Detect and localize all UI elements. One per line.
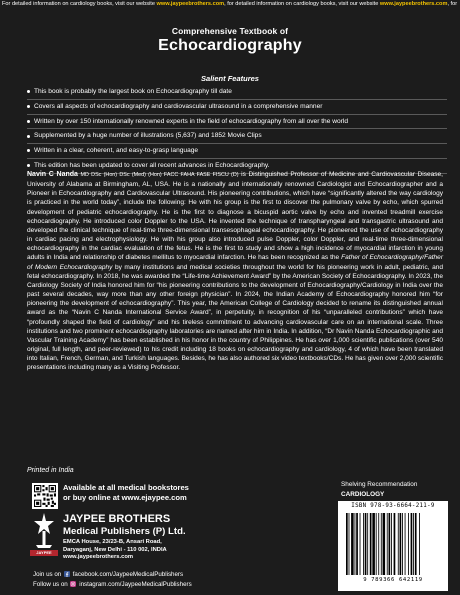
- feature-item: Written in a clear, coherent, and easy-to-grasp language: [27, 144, 447, 159]
- barcode-bar: [394, 513, 396, 575]
- barcode-bar: [360, 513, 361, 575]
- banner-link-1[interactable]: www.jaypeebrothers.com: [156, 1, 225, 7]
- salient-features-list: [27, 85, 447, 174]
- feature-item: Supplemented by a huge number of illustrations (5,637) and 1852 Movie Clips: [27, 129, 447, 144]
- facebook-row[interactable]: [33, 570, 192, 580]
- book-title: Echocardiography: [158, 37, 302, 54]
- bio-text-part-1: is Distinguished Professor of Medicine and Cardiovascular Disease, University of Alabama at Birmingham, AL, USA. He is a nationally and internationally renowned Cardiologist and Echocardiographer and a Pioneer in Echocardiography and Cardiovascular Ultrasound. His pioneering contributions, which have “significantly altered the way cardiology is practiced in the world today”, include the following: He with his group is the first to discover the pulmonary valve by echo, which spurred development of pediatric echocardiography. He is the first to diagnose a bicuspid aortic valve by echo and invented treadmill exercise echocardiography. He introduced color Doppler to the USA. He invented the technique of transpharyngeal and transgastric ultrasound and developed the clinical technique of real-time three-dimensional transesophageal echocardiography. He pioneered the use of echocardiography in cardiac pacing and electrophysiology. He with his group also introduced pulse Doppler, color Doppler, and real-time three-dimensional echocardiography in the cardiac evaluation of the fetus. He is the first to study and show a high incidence of myocardial infarction in young adults in India and relationship of diabetes mellitus to myocardial infarction. He has been recognized as the: [27, 171, 443, 262]
- barcode-bar: [356, 513, 358, 575]
- social-links: [33, 570, 192, 589]
- barcode-bar: [355, 513, 356, 575]
- barcode-bar: [415, 513, 417, 575]
- barcode-bar: [411, 513, 413, 575]
- barcode-bar: [376, 513, 377, 575]
- barcode-bar: [349, 513, 350, 575]
- barcode-bar: [389, 513, 391, 575]
- website-banner: [0, 0, 460, 9]
- barcode-bar: [413, 513, 414, 575]
- feature-item: Written by over 150 internationally renowned experts in the field of echocardiography from all over the world: [27, 115, 447, 130]
- barcode-bar: [383, 513, 386, 575]
- barcode-bar: [378, 513, 379, 575]
- social-prefix: Follow us on: [33, 580, 68, 588]
- social-prefix: Join us on: [33, 571, 62, 578]
- banner-text-1: For detailed information on cardiology books, visit our website: [2, 1, 157, 7]
- barcode-bar: [402, 513, 403, 575]
- availability-note: [63, 483, 189, 502]
- barcode-bar: [346, 513, 348, 575]
- barcode-bar: [370, 513, 372, 575]
- address-line: EMCA House, 23/23-B, Ansari Road,: [63, 539, 162, 545]
- barcode-bar: [405, 513, 406, 575]
- barcode-bar: [398, 513, 399, 575]
- instagram-icon: [70, 581, 76, 587]
- salient-features-heading: Salient Features: [201, 74, 259, 83]
- banner-link-2[interactable]: www.jaypeebrothers.com: [379, 1, 448, 7]
- shelving-category: CARDIOLOGY: [341, 490, 385, 498]
- book-title-block: [0, 26, 460, 55]
- facebook-link[interactable]: facebook.com/JaypeeMedicalPublishers: [72, 571, 184, 578]
- publisher-subname: Medical Publishers (P) Ltd.: [63, 526, 186, 537]
- barcode-bar: [351, 513, 354, 575]
- author-bio: [27, 170, 443, 372]
- address-line: Daryaganj, New Delhi - 110 002, INDIA: [63, 546, 167, 553]
- qr-code-icon: [34, 485, 56, 507]
- author-name: Navin C Nanda: [27, 171, 78, 178]
- barcode-bar: [367, 513, 368, 575]
- jaypee-logo-icon: [30, 511, 58, 549]
- barcode-digits: 9 789366 642119: [363, 577, 423, 583]
- facebook-icon: [64, 571, 70, 577]
- printed-in-label: Printed in India: [27, 467, 74, 474]
- feature-item: Covers all aspects of echocardiography and cardiovascular ultrasound in a comprehensive manner: [27, 100, 447, 115]
- barcode-bar: [363, 513, 364, 575]
- publisher-website-link[interactable]: www.jaypeebrothers.com: [63, 554, 134, 561]
- instagram-link[interactable]: instagram.com/JaypeeMedicalPublishers: [79, 580, 192, 588]
- logo-wordmark: JAYPEE: [30, 550, 58, 556]
- publisher-name: JAYPEE BROTHERS: [63, 513, 171, 525]
- banner-text-2: , for detailed information on cardiology books, visit our website: [224, 1, 380, 7]
- book-subtitle: Comprehensive Textbook of: [171, 26, 289, 36]
- availability-line-1: Available at all medical bookstores: [63, 483, 189, 492]
- barcode-bar: [387, 513, 388, 575]
- availability-line-2[interactable]: or buy online at www.ejaypee.com: [63, 492, 187, 502]
- barcode-icon: [346, 513, 442, 575]
- instagram-row[interactable]: [33, 580, 192, 590]
- bio-text-part-2: by many institutions and medical societies throughout the world for his pioneering work in adult, pediatric, and fetal echocardiography. In 2018, he was awarded the “Life-time Achievement Award” by the American Society of Echocardiography. In 2023, the Cardiology Society of India honored him for “his pioneering contributions to the development of Echocardiography/Cardiology in India over the past several decades, way more than any other foreign physician”. In 2024, the Indian Academy of Echocardiography honored him “for pioneering the development of echocardiography”. This year, the American College of Cardiology decided to rename its distinguished annual award as the “Navin C Nanda International Service Award”, in perpetuity, in recognition of his “unparalleled contributions” which have “profoundly shaped the field of cardiology” and his tireless commitment to advancing cardiovascular care on an international scale. Three institutions and two prominent echocardiography laboratories are named after him in India. In addition, “Dr Navin Nanda Echocardiographic and Vascular Training Academy” has been established in his honor in the country of Philippines. He has over 1,000 scientific publications (over 540 original, full length, and peer-reviewed) to his credit including 18 books on echocardiography and cardiology, 4 of which have been translated into Italian, French, German, and Turkish languages. Besides, he has also authored six video textbooks/CDs. He has given over 2,000 scientific presentations including many as a Visiting Professor.: [27, 263, 443, 372]
- barcode-bar: [381, 513, 382, 575]
- barcode-bar: [391, 513, 392, 575]
- bio-italic-title: Father of Echocardiography/Father of Modern Echocardiography: [27, 254, 443, 271]
- banner-text-3: , for: [447, 1, 458, 7]
- barcode-panel: [338, 501, 448, 591]
- feature-item: This book is probably the largest book on Echocardiography till date: [27, 85, 447, 100]
- author-credentials: MD DSc (Hon) DSc (Med) (Hon) FACC FAHA FASE FISCU (D): [80, 172, 239, 178]
- shelving-recommendation: [341, 480, 417, 499]
- qr-code[interactable]: [32, 483, 58, 509]
- isbn-text: ISBN 978-93-6664-211-9: [351, 503, 435, 509]
- barcode-bar: [419, 513, 420, 575]
- barcode-bar: [408, 513, 409, 575]
- barcode-bar: [365, 513, 367, 575]
- publisher-address: [63, 539, 167, 562]
- feature-item: This edition has been updated to cover all recent advances in Echocardiography.: [27, 159, 447, 174]
- barcode-bar: [372, 513, 375, 575]
- shelving-label: Shelving Recommendation: [341, 481, 418, 488]
- barcode-bar: [400, 513, 402, 575]
